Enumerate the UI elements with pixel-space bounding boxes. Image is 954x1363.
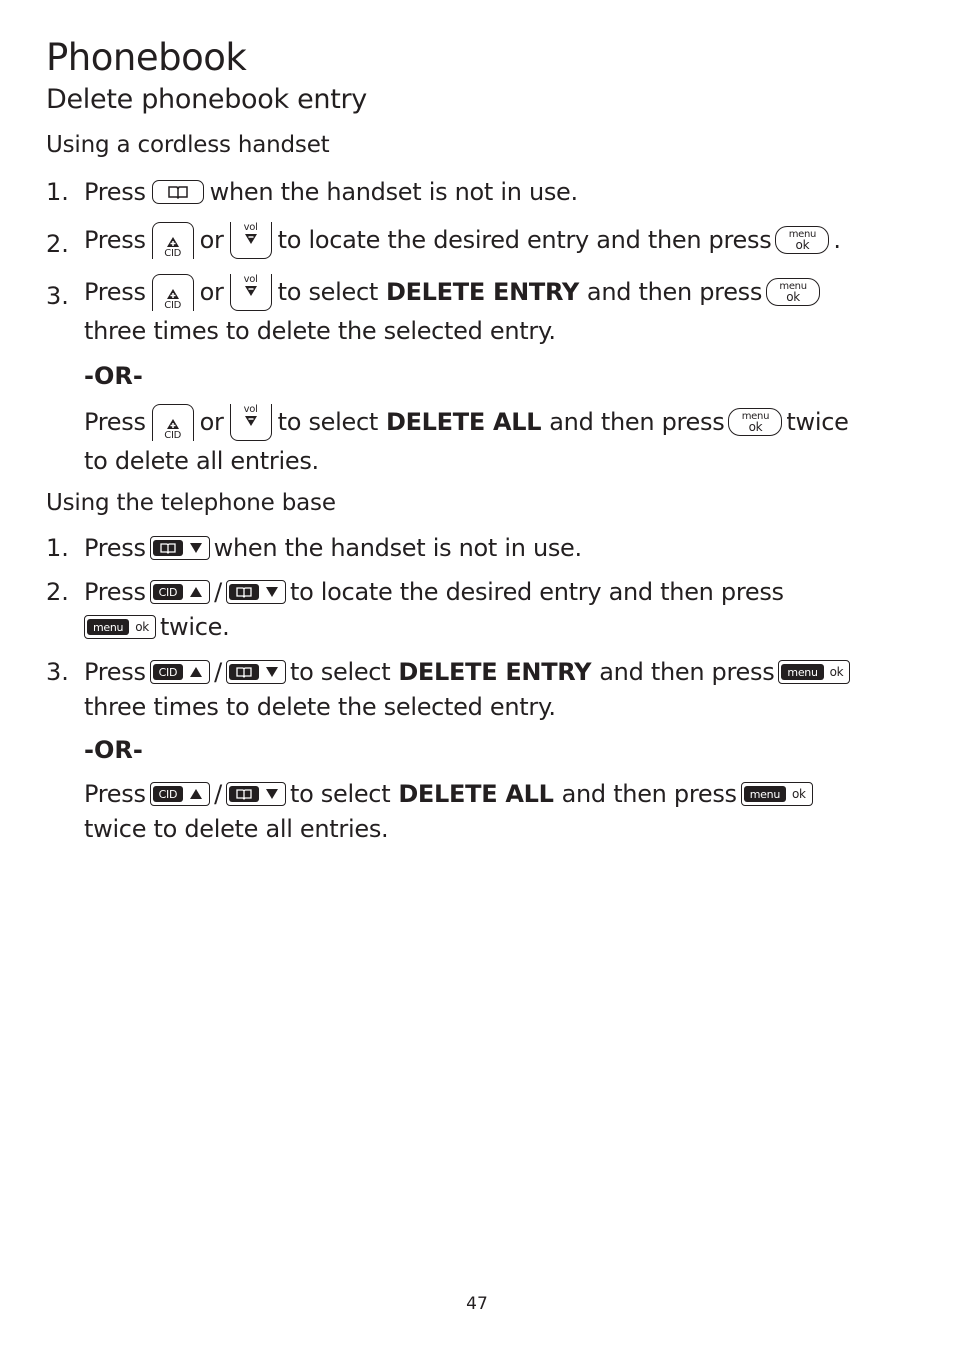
page-title: Phonebook	[46, 36, 247, 79]
step-number: 1.	[46, 178, 69, 206]
step-number: 1.	[46, 534, 69, 562]
base-alt-cont: twice to delete all entries.	[84, 815, 389, 843]
handset-step-3-cont: three times to delete the selected entry.	[84, 317, 556, 345]
phonebook-down-key-icon	[226, 580, 286, 604]
phonebook-down-key-icon	[226, 782, 286, 806]
base-step-3-cont: three times to delete the selected entry.	[84, 693, 556, 721]
handset-step-1: Press when the handset is not in use.	[84, 178, 578, 206]
or-label: -OR-	[84, 736, 143, 764]
base-step-1: Press when the handset is not in use.	[84, 534, 582, 562]
cid-up-key-icon: CID	[150, 782, 211, 806]
handset-alt-cont: to delete all entries.	[84, 447, 319, 475]
cid-up-key-icon: CID	[152, 274, 194, 311]
phonebook-down-key-icon	[150, 536, 210, 560]
base-step-2: Press CID / to locate the desired entry and then press	[84, 578, 784, 606]
vol-down-key-icon: vol	[230, 404, 272, 441]
cid-up-key-icon: CID	[150, 660, 211, 684]
menu-ok-key-icon: menu ok	[766, 278, 820, 306]
or-label: -OR-	[84, 362, 143, 390]
base-heading: Using the telephone base	[46, 490, 336, 516]
handset-step-2: Press CID or vol to locate the desired entry and then press menu ok .	[84, 221, 841, 259]
menu-ok-key-icon: menu ok	[741, 782, 813, 806]
handset-heading: Using a cordless handset	[46, 132, 330, 158]
menu-ok-key-icon: menu ok	[84, 615, 156, 639]
menu-ok-key-icon: menu ok	[728, 408, 782, 436]
section-subtitle: Delete phonebook entry	[46, 84, 367, 115]
step-number: 2.	[46, 230, 69, 258]
page-number: 47	[466, 1294, 488, 1314]
phonebook-down-key-icon	[226, 660, 286, 684]
step-number: 3.	[46, 658, 69, 686]
handset-alt: Press CID or vol to select DELETE ALL and then press menu ok twice	[84, 403, 849, 441]
phonebook-icon	[229, 786, 259, 802]
base-step-3: Press CID / to select DELETE ENTRY and then press menu ok	[84, 654, 854, 690]
menu-ok-key-icon: menu ok	[775, 226, 829, 254]
menu-ok-key-icon: menu ok	[778, 660, 850, 684]
cid-up-key-icon: CID	[152, 222, 194, 259]
step-number: 3.	[46, 282, 69, 310]
base-alt: Press CID / to select DELETE ALL and then press menu ok	[84, 776, 817, 812]
step-number: 2.	[46, 578, 69, 606]
phonebook-icon	[153, 540, 183, 556]
vol-down-key-icon: vol	[230, 274, 272, 311]
base-step-2-cont: menu ok twice.	[84, 609, 229, 645]
cid-up-key-icon: CID	[150, 580, 211, 604]
cid-up-key-icon: CID	[152, 404, 194, 441]
handset-step-3: Press CID or vol to select DELETE ENTRY and then press menu ok	[84, 274, 824, 310]
vol-down-key-icon: vol	[230, 222, 272, 259]
phonebook-icon	[229, 584, 259, 600]
phonebook-icon	[229, 664, 259, 680]
phonebook-key-icon	[152, 180, 204, 204]
